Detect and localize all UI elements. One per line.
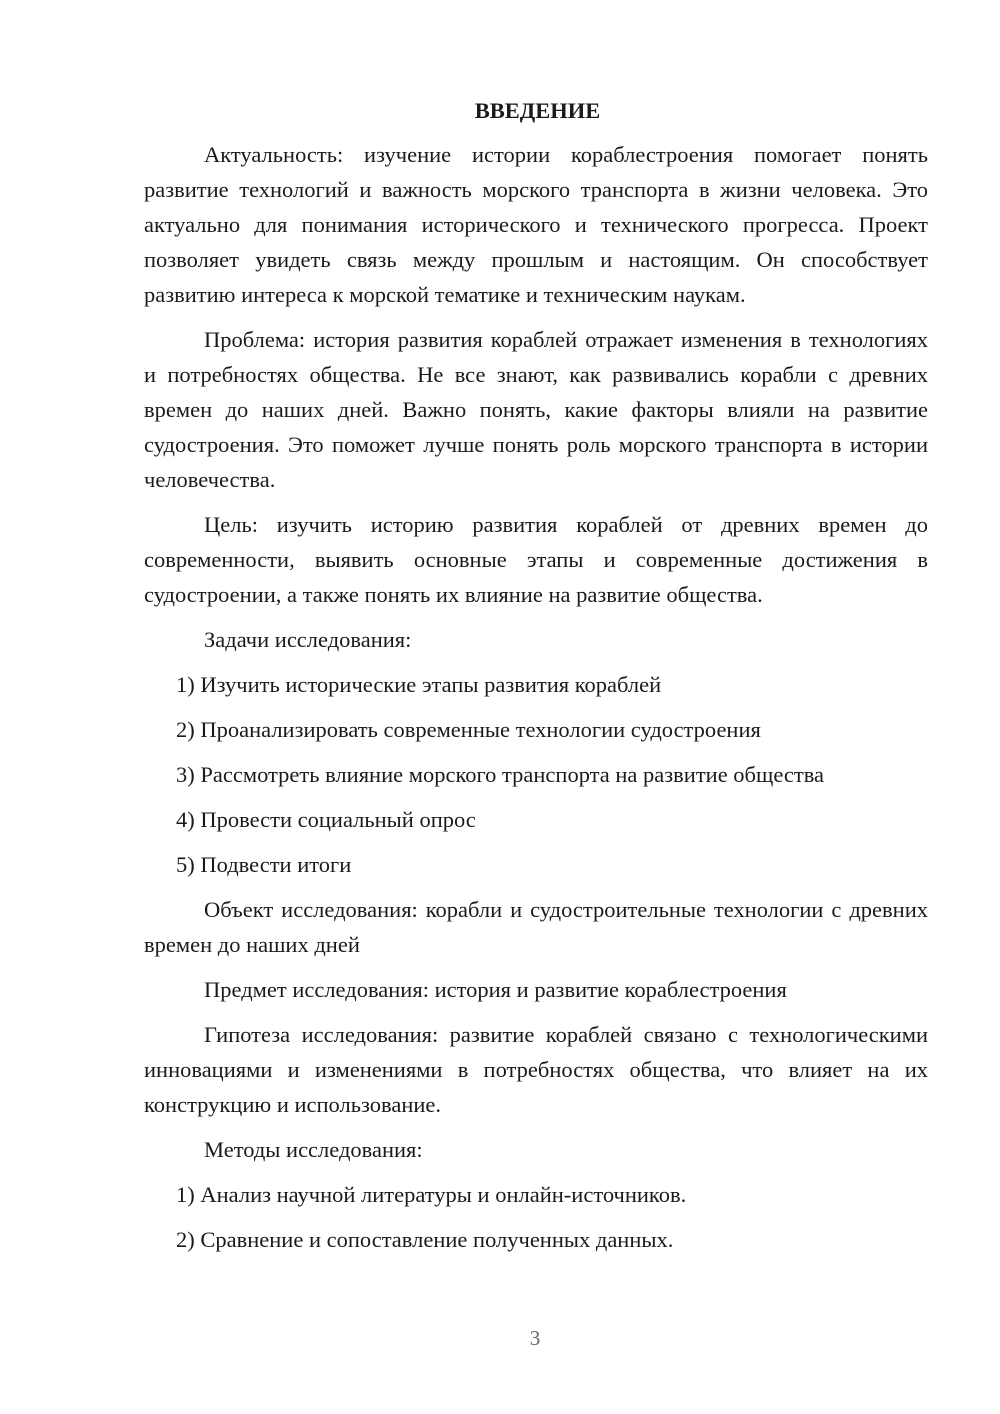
- page-content: [144, 93, 928, 1267]
- method-item: 1) Анализ научной литературы и онлайн-источников.: [176, 1182, 687, 1207]
- task-item: 4) Провести социальный опрос: [176, 807, 476, 832]
- methods-title: Методы исследования:: [204, 1137, 423, 1162]
- task-item: 1) Изучить исторические этапы развития кораблей: [176, 672, 662, 697]
- task-item: 3) Рассмотреть влияние морского транспорта на развитие общества: [176, 762, 825, 787]
- subject-paragraph: Предмет исследования: история и развитие кораблестроения: [204, 977, 787, 1002]
- goal-paragraph: Цель: изучить историю развития кораблей от древних времен до современности, выявить основные этапы и современные достижения в судостроении, а также понять их влияние на развитие общества.: [144, 512, 928, 607]
- section-heading: ВВЕДЕНИЕ: [474, 98, 601, 123]
- method-item: 2) Сравнение и сопоставление полученных данных.: [176, 1227, 674, 1252]
- relevance-paragraph: Актуальность: изучение истории кораблестроения помогает понять развитие технологий и важность морского транспорта в жизни человека. Это актуально для понимания исторического и технического прогресса. Проект позволяет увидеть связь между прошлым и настоящим. Он способствует развитию интереса к морской тематике и техническим наукам.: [144, 142, 928, 307]
- problem-paragraph: Проблема: история развития кораблей отражает изменения в технологиях и потребностях общества. Не все знают, как развивались корабли с древних времен до наших дней. Важно понять, какие факторы влияли на развитие судостроения. Это поможет лучше понять роль морского транспорта в истории человечества.: [144, 327, 928, 492]
- page-number: 3: [529, 1326, 541, 1350]
- task-item: 2) Проанализировать современные технологии судостроения: [176, 717, 761, 742]
- object-paragraph: Объект исследования: корабли и судостроительные технологии с древних времен до наших дней: [144, 897, 928, 957]
- hypothesis-paragraph: Гипотеза исследования: развитие кораблей связано с технологическими инновациями и изменениями в потребностях общества, что влияет на их конструкцию и использование.: [144, 1022, 928, 1117]
- tasks-title: Задачи исследования:: [204, 627, 412, 652]
- task-item: 5) Подвести итоги: [176, 852, 352, 877]
